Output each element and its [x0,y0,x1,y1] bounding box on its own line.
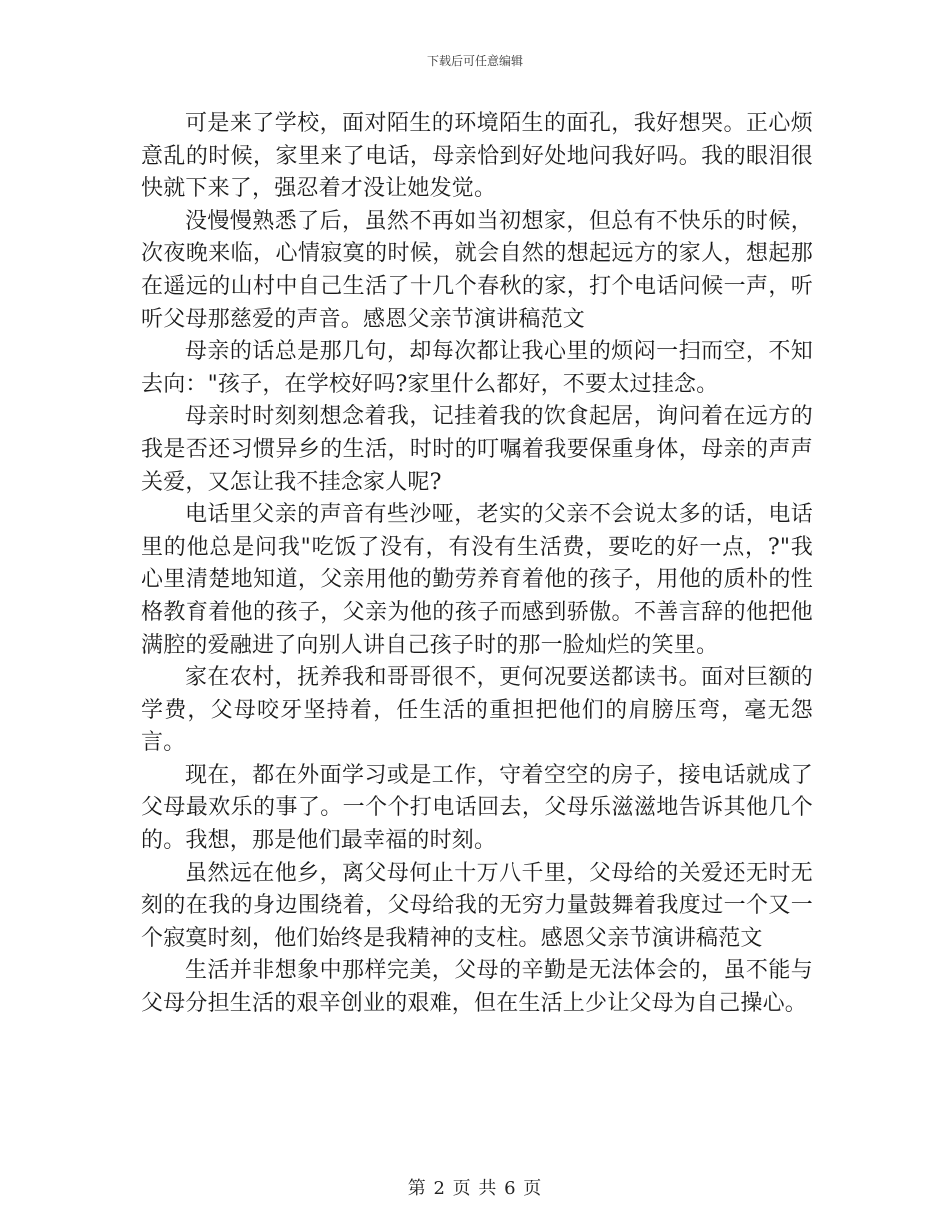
paragraph: 可是来了学校，面对陌生的环境陌生的面孔，我好想哭。正心烦意乱的时候，家里来了电话，母亲恰到好处地问我好吗。我的眼泪很快就下来了，强忍着才没让她发觉。 [141,111,813,202]
document-body [141,108,813,1021]
paragraph: 生活并非想象中那样完美，父母的辛勤是无法体会的，虽不能与父母分担生活的艰辛创业的艰难，但在生活上少让父母为自己操心。 [141,958,813,1017]
paragraph: 虽然远在他乡，离父母何止十万八千里，父母给的关爱还无时无刻的在我的身边围绕着，父母给我的无穷力量鼓舞着我度过一个又一个寂寞时刻，他们始终是我精神的支柱。感恩父亲节演讲稿范文 [141,860,813,951]
paragraph: 家在农村，抚养我和哥哥很不，更何况要送都读书。面对巨额的学费，父母咬牙坚持着，任生活的重担把他们的肩膀压弯，毫无怨言。 [141,665,813,756]
paragraph: 母亲的话总是那几句，却每次都让我心里的烦闷一扫而空，不知去向："孩子，在学校好吗?家里什么都好，不要太过挂念。 [141,339,813,397]
page-number: 第 2 页 共 6 页 [407,1178,543,1199]
paragraph: 没慢慢熟悉了后，虽然不再如当初想家，但总有不快乐的时候，次夜晚来临，心情寂寞的时候，就会自然的想起远方的家人，想起那在遥远的山村中自己生活了十几个春秋的家，打个电话问候一声，听听父母那慈爱的声音。感恩父亲节演讲稿范文 [141,208,813,332]
paragraph: 电话里父亲的声音有些沙哑，老实的父亲不会说太多的话，电话里的他总是问我"吃饭了没有，有没有生活费，要吃的好一点，?"我心里清楚地知道，父亲用他的勤劳养育着他的孩子，用他的质朴的性格教育着他的孩子，父亲为他的孩子而感到骄傲。不善言辞的他把他满腔的爱融进了向别人讲自己孩子时的那一脸灿烂的笑里。 [141,502,813,658]
paragraph: 现在，都在外面学习或是工作，守着空空的房子，接电话就成了父母最欢乐的事了。一个个打电话回去，父母乐滋滋地告诉其他几个的。我想，那是他们最幸福的时刻。 [141,762,813,854]
paragraph: 母亲时时刻刻想念着我，记挂着我的饮食起居，询问着在远方的我是否还习惯异乡的生活，时时的叮嘱着我要保重身体，母亲的声声关爱，又怎让我不挂念家人呢? [141,404,813,495]
page-header: 下载后可任意编辑 [426,54,523,68]
